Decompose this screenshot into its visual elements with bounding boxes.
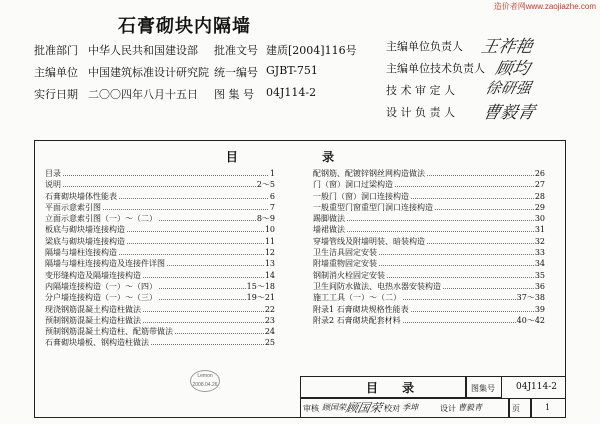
toc-entry-title: 内隔墙连接构造（一）～（四） (45, 281, 157, 291)
signature-1: 王祚艳 (479, 37, 535, 57)
toc-entry-page: 11 (264, 236, 275, 246)
toc-entry-page: 2～5 (256, 180, 275, 190)
toc-entry-title: 附录1 石膏砌块规格性能表 (313, 304, 409, 314)
toc-entry (44, 258, 276, 269)
toc-entry-page: 24 (264, 327, 275, 337)
toc-entry-title: 卫生洁具固定安装 (313, 248, 377, 258)
review-name: 顾国荣 (322, 403, 346, 412)
responsible-label-2: 主编单位技术负责人 (386, 62, 485, 75)
toc-entry-title: 预制钢筋混凝土构造柱做法 (45, 315, 141, 325)
approve-doc-value: 建质[2004]116号 (266, 44, 357, 57)
toc-entry (312, 292, 546, 303)
toc-entry (44, 304, 276, 315)
toc-entry-page: 33 (534, 248, 545, 258)
toc-entry-title: 隔墙与墙柱连接构造 (45, 248, 117, 258)
toc-entry-title: 卫生间防水做法、电热水器安装构造 (313, 281, 441, 291)
lemon-stamp (190, 370, 220, 392)
toc-entry (312, 281, 546, 292)
approve-doc-label: 批准文号 (214, 44, 258, 57)
review-label: 审核 (303, 404, 319, 413)
toc-entry-page: 40～42 (516, 315, 545, 325)
signature-4: 曹毅青 (481, 103, 537, 123)
toc-entry-page: 27 (534, 180, 545, 190)
design-label: 设计 (440, 404, 456, 413)
responsible-label-1: 主编单位负责人 (386, 40, 463, 53)
stamp-line-1: Lemon (197, 373, 213, 379)
toc-entry-page: 14 (264, 270, 275, 280)
toc-entry (312, 168, 546, 179)
stamp-line-2: 2008.04.26 (192, 382, 218, 388)
approve-dept-label: 批准部门 (34, 44, 78, 57)
title-block-atlas-value: 04J114-2 (516, 382, 558, 392)
toc-entry (312, 258, 546, 269)
toc-entry-title: 板底与砌块墙连接构造 (45, 225, 125, 235)
toc-entry-page: 10 (264, 225, 275, 235)
title-block-atlas-label: 图集号 (471, 384, 495, 393)
responsible-label-3: 技 术 审 定 人 (386, 84, 455, 97)
toc-entry-page: 8～9 (256, 214, 275, 224)
title-block-divider-2 (530, 398, 532, 418)
toc-entry-title: 踢脚做法 (313, 214, 345, 224)
check-label: 校对 (384, 404, 400, 413)
toc-entry-title: 配钢筋、配镀锌钢丝网构造做法 (313, 169, 425, 178)
toc-entry (44, 224, 276, 235)
toc-entry-page: 31 (534, 225, 545, 235)
toc-entry-page: 6 (269, 191, 275, 201)
toc-entry (312, 202, 546, 213)
toc-entry-page: 32 (534, 236, 545, 246)
toc-entry-page: 26 (534, 169, 545, 178)
toc-entry-title: 梁底与砌块墙连接构造 (45, 236, 125, 246)
toc-entry (44, 179, 276, 190)
toc-entry (312, 247, 546, 258)
approve-dept-value: 中华人民共和国建设部 (88, 44, 198, 57)
toc-entry-title: 预制钢筋混凝土构造柱、配筋带做法 (45, 327, 173, 337)
watermark: 造价者网www.zaojiazhe.com (493, 2, 596, 11)
responsible-label-4: 设 计 负 责 人 (386, 106, 455, 119)
review-signature: 顾国荣 (344, 401, 384, 415)
toc-entry-title: 钢制消火栓固定安装 (313, 270, 385, 280)
signature-3: 徐研强 (483, 79, 533, 97)
toc-entry-page: 12 (264, 248, 275, 258)
toc-entry-page: 19～21 (246, 293, 275, 303)
signature-2: 顾均 (493, 59, 532, 79)
toc-entry-title: 目录 (45, 169, 61, 178)
toc-entry-page: 30 (534, 214, 545, 224)
toc-entry-title: 附墙重物固定安装 (313, 259, 377, 269)
toc-entry (44, 202, 276, 213)
title-block-name: 目 录 (366, 381, 425, 395)
toc-entry-page: 23 (264, 315, 275, 325)
toc-entry-page: 29 (534, 202, 545, 212)
toc-entry (44, 270, 276, 281)
toc-entry (312, 270, 546, 281)
toc-entry (44, 337, 276, 348)
toc-entry-title: 石膏砌块墙体性能表 (45, 191, 117, 201)
toc-entry (44, 326, 276, 337)
toc-leader (44, 175, 276, 176)
toc-entry (312, 224, 546, 235)
toc-entry-page: 22 (264, 304, 275, 314)
toc-entry-page: 7 (269, 202, 275, 212)
toc-entry-title: 分户墙连接构造（一）～（三） (45, 293, 157, 303)
toc-entry (312, 236, 546, 247)
page-title: 石膏砌块内隔墙 (118, 16, 251, 37)
toc-entry (44, 168, 276, 179)
toc-entry-title: 一般重型门窗重型门洞口连接构造 (313, 202, 433, 212)
unified-no-value: GJBT-751 (266, 64, 318, 77)
toc-entry-title: 穿墙管线及附墙明装、暗装构造 (313, 236, 425, 246)
toc-entry (44, 213, 276, 224)
toc-entry-title: 一般门（窗）洞口连接构造 (313, 191, 409, 201)
toc-entry (44, 191, 276, 202)
toc-entry-title: 现浇钢筋混凝土构造柱做法 (45, 304, 141, 314)
impl-date-value: 二〇〇四年八月十五日 (88, 88, 198, 101)
toc-right-column (312, 168, 546, 326)
check-name: 季坤 (402, 403, 418, 412)
toc-entry-title: 变形缝构造及隔墙连接构造 (45, 270, 141, 280)
toc-entry-title: 附录2 石膏砌块配套材料 (313, 315, 401, 325)
page-label: 页 (512, 404, 520, 413)
toc-entry-title: 平面示意索引图 (45, 202, 101, 212)
toc-heading: 目 录 (225, 150, 375, 164)
toc-leader (44, 186, 276, 187)
toc-entry-page: 39 (534, 304, 545, 314)
toc-entry-page: 34 (534, 259, 545, 269)
editor-unit-value: 中国建筑标准设计研究院 (88, 66, 209, 79)
toc-entry-page: 28 (534, 191, 545, 201)
toc-entry-page: 36 (534, 281, 545, 291)
impl-date-label: 实行日期 (34, 88, 78, 101)
toc-entry (312, 179, 546, 190)
toc-leader (312, 231, 546, 232)
toc-entry-title: 隔墙与墙柱连接构造及连接件详图 (45, 259, 165, 269)
toc-entry-page: 15～18 (246, 281, 275, 291)
toc-entry (312, 315, 546, 326)
page-value: 1 (545, 403, 551, 412)
design-name: 曹毅青 (458, 403, 482, 412)
toc-entry (312, 191, 546, 202)
toc-entry-page: 13 (264, 259, 275, 269)
toc-entry (44, 281, 276, 292)
toc-entry (44, 247, 276, 258)
title-block-divider (508, 398, 510, 418)
unified-no-label: 统一编号 (214, 66, 258, 79)
toc-left-column (44, 168, 276, 349)
editor-unit-label: 主编单位 (34, 66, 78, 79)
toc-entry-page: 1 (269, 169, 275, 178)
toc-entry-page: 25 (264, 338, 275, 348)
toc-entry (44, 315, 276, 326)
toc-entry-title: 墙裙做法 (313, 225, 345, 235)
toc-entry-title: 门（窗）洞口过梁构造 (313, 180, 393, 190)
toc-entry-page: 35 (534, 270, 545, 280)
toc-entry (312, 304, 546, 315)
toc-entry-page: 37～38 (516, 293, 545, 303)
toc-entry-title: 立面示意索引图（一）～（二） (45, 214, 157, 224)
atlas-no-value: 04J114-2 (266, 86, 317, 99)
toc-entry-title: 说明 (45, 180, 61, 190)
toc-leader (312, 220, 546, 221)
atlas-no-label: 图 集 号 (214, 88, 254, 101)
toc-entry (44, 236, 276, 247)
toc-entry-title: 石膏砌块墙板、钢构造柱做法 (45, 338, 149, 348)
toc-entry-title: 施工工具（一）～（二） (313, 293, 401, 303)
toc-entry (44, 292, 276, 303)
toc-entry (312, 213, 546, 224)
